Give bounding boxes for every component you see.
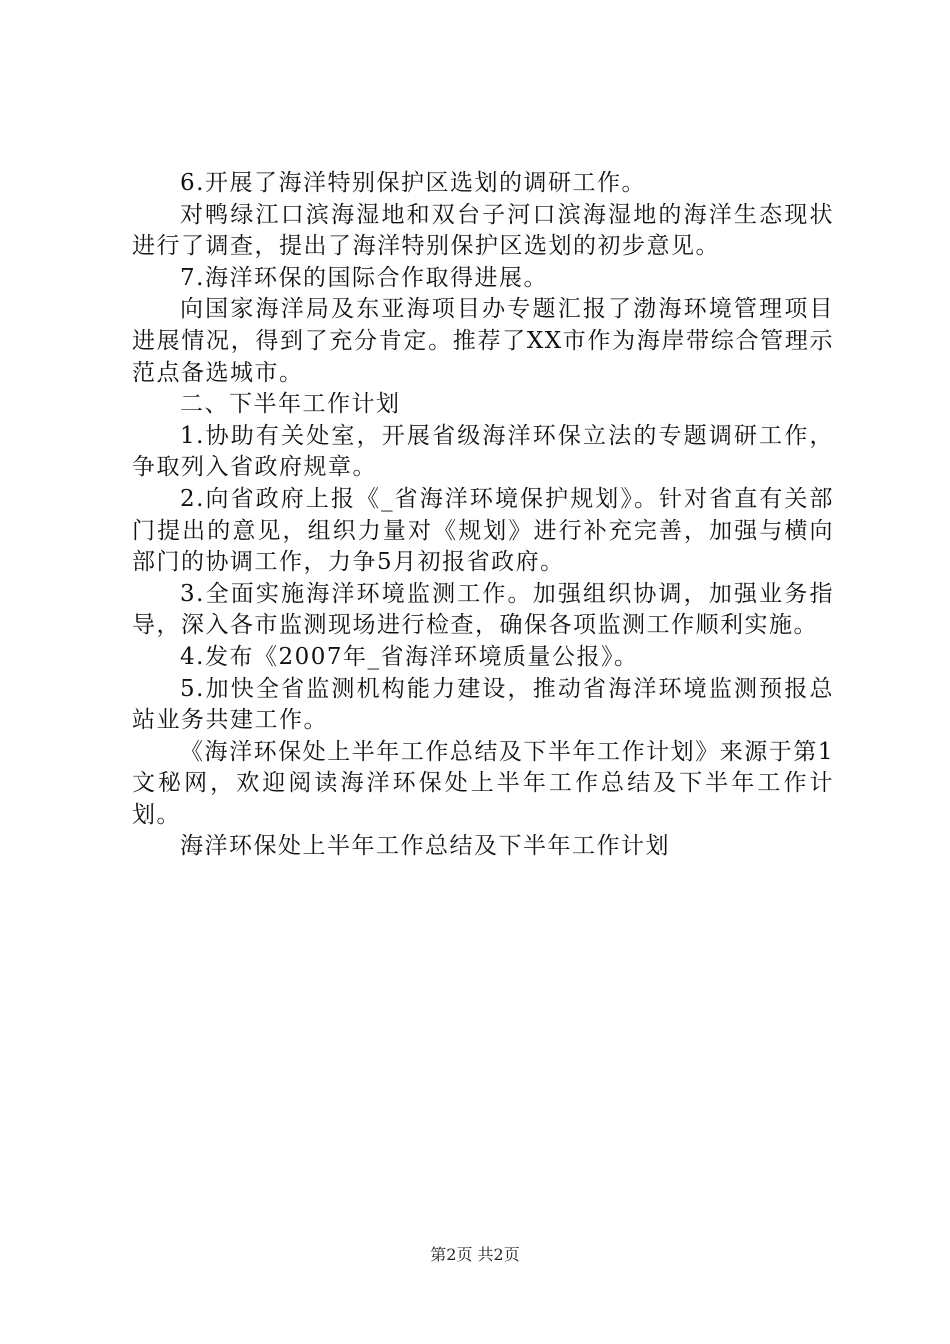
page-number-footer: 第2页 共2页 <box>430 1245 520 1264</box>
paragraph-item-6-heading: 6.开展了海洋特别保护区选划的调研工作。 <box>180 170 646 196</box>
paragraph-closing-title: 海洋环保处上半年工作总结及下半年工作计划 <box>180 833 670 860</box>
paragraph-plan-item-2: 2.向省政府上报《_省海洋环境保护规划》。针对省直有关部门提出的意见，组织力量对《规划》进行补充完善，加强与横向部门的协调工作，力争5月初报省政府。 <box>132 485 834 576</box>
paragraph-plan-item-5: 5.加快全省监测机构能力建设，推动省海洋环境监测预报总站业务共建工作。 <box>132 675 834 734</box>
paragraph-item-7-heading: 7.海洋环保的国际合作取得进展。 <box>180 264 548 291</box>
paragraph-plan-item-4: 4.发布《2007年_省海洋环境质量公报》。 <box>180 643 639 670</box>
paragraph-plan-item-3: 3.全面实施海洋环境监测工作。加强组织协调，加强业务指导，深入各市监测现场进行检查，确保各项监测工作顺利实施。 <box>132 580 834 639</box>
document-body <box>132 168 834 863</box>
paragraph-international-cooperation: 向国家海洋局及东亚海项目办专题汇报了渤海环境管理项目进展情况，得到了充分肯定。推荐了XX市作为海岸带综合管理示范点备选城市。 <box>132 296 834 386</box>
section-heading-second-half-plan: 二、下半年工作计划 <box>180 391 401 418</box>
paragraph-source-note: 《海洋环保处上半年工作总结及下半年工作计划》来源于第1文秘网，欢迎阅读海洋环保处上半年工作总结及下半年工作计划。 <box>132 738 834 828</box>
paragraph-wetland-survey: 对鸭绿江口滨海湿地和双台子河口滨海湿地的海洋生态现状进行了调查，提出了海洋特别保护区选划的初步意见。 <box>132 201 834 260</box>
paragraph-plan-item-1: 1.协助有关处室，开展省级海洋环保立法的专题调研工作，争取列入省政府规章。 <box>132 422 834 481</box>
